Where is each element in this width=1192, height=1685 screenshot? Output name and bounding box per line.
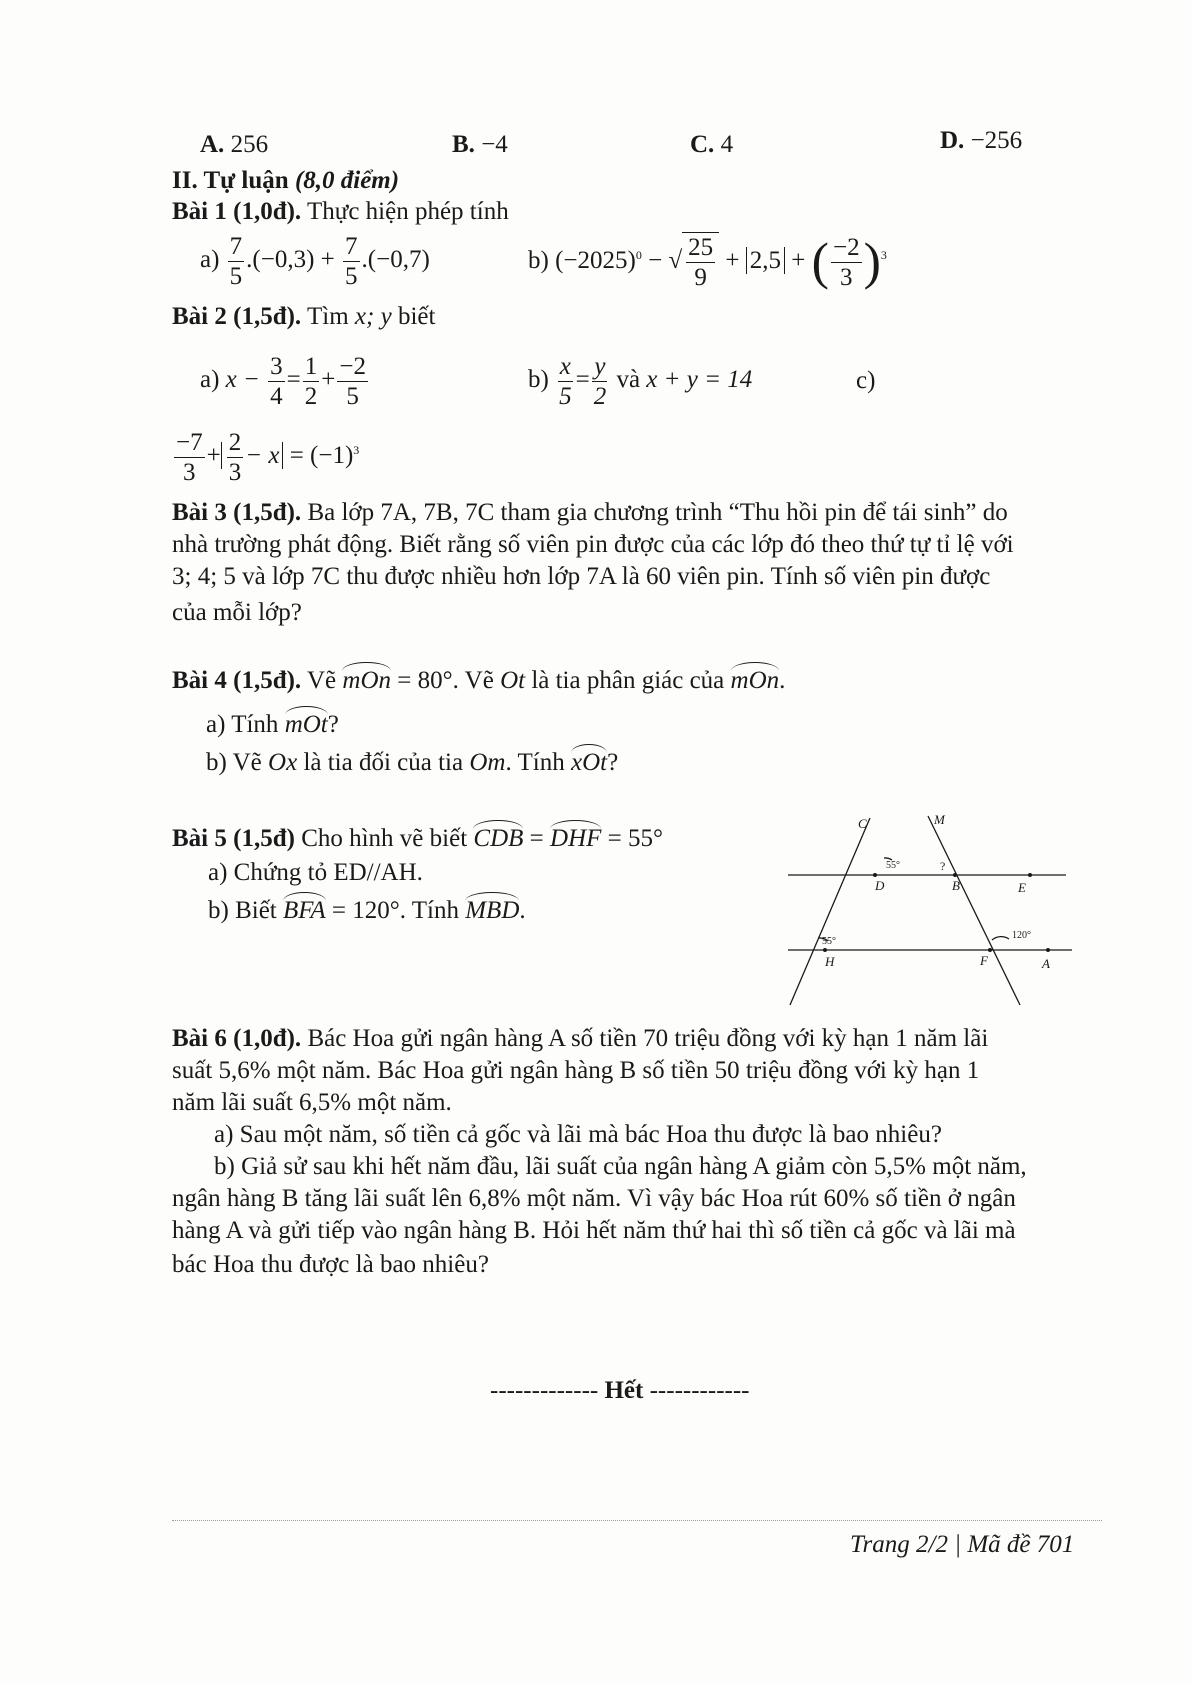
angle: MBD [465,897,520,924]
abs-value: $\frac{2}{3}$ − x [221,442,284,469]
bai2-part-c-label: c) [856,367,876,394]
bai3-line3: 3; 4; 5 và lớp 7C thu được nhiều hơn lớp 7A là 60 viên pin. Tính số viên pin được [172,563,991,590]
page-footer: Trang 2/2 | Mã đề 701 [850,1531,1075,1558]
bai3-line4: của mỗi lớp? [172,599,302,626]
bai1-a-term2: .(−0,7) [361,246,430,274]
bai2-part-c: $\frac{-7}{3}$ + $\frac{2}{3}$ − $x = (-1)^3$ [176,429,360,486]
label-h: H [825,954,835,969]
choice-d-label: D. [940,127,965,154]
bai2-part-b: b) $\frac{x}{5}$ = $\frac{y}{2}$ và x + y = 14 [528,353,753,410]
label-c: C [858,816,867,831]
bai1-part-b: b) $(-2025)^0$ − √ $\frac{25}{9}$ + 2,5 + ( $\frac{-2}{3}$ )$^3$ [528,233,887,291]
bai6-line8: bác Hoa thu được là bao nhiêu? [172,1251,489,1278]
point-h [823,948,827,952]
bai5-line1: Bài 5 (1,5đ) Cho hình vẽ biết CDB = DHF = 55° [172,825,664,852]
angle: CDB [473,825,524,852]
point-d [873,873,877,877]
point-a [1046,948,1050,952]
choice-a-value: 256 [230,131,269,158]
line-mb-f [928,816,1020,1005]
angle-arc-bfa [992,937,1009,940]
angle: mOn [342,667,392,694]
choice-b [452,130,508,160]
angle: DHF [550,825,602,852]
bai5-part-a: a) Chứng tỏ ED//AH. [208,859,423,886]
bai1-text: Thực hiện phép tính [307,198,509,225]
fraction: $\frac{y}{2}$ [593,353,607,410]
angle: mOt [284,711,328,738]
bai3-title: Bài 3 (1,5đ). [172,499,302,526]
bai1-a-label: a) [200,246,220,274]
end-marker: ------------- Hết ------------ [490,1377,750,1404]
angle: xOt [570,749,608,776]
bai1-b-label: b) [528,247,549,275]
footer-rule [172,1520,1102,1521]
section-points: (8,0 điểm) [294,167,400,194]
label-f: F [980,953,988,968]
label-a: A [1042,956,1050,971]
bai6-title: Bài 6 (1,0đ). [172,1025,302,1052]
point-b [953,873,957,877]
bai4-part-a: a) Tính mOt? [206,711,339,738]
label-b: B [952,878,960,893]
geometry-figure [780,810,1080,1010]
angle: mOn [730,667,780,694]
angle-label-dhf: 55° [822,936,836,947]
line-cd-h [790,818,870,1005]
label-m: M [934,812,945,827]
section-heading [172,166,399,196]
choice-c [690,130,733,160]
bai1-b-base: (−2025) [555,247,636,275]
angle: BFA [283,897,326,924]
fraction: $\frac{7}{5}$ [345,233,358,290]
sqrt-symbol: √ [668,247,683,275]
bai2-title: Bài 2 (1,5đ). [172,303,302,330]
sqrt-body [682,232,719,290]
angle-label-unknown: ? [940,859,946,873]
bai5-part-b: b) Biết BFA = 120°. Tính MBD. [208,897,526,924]
label-d: D [875,878,885,893]
bai2-heading: Bài 2 (1,5đ). Tìm x; y biết [172,303,436,330]
end-text: Hết [604,1377,644,1404]
fraction: $\frac{25}{9}$ [688,234,714,291]
bai6-line7: hàng A và gửi tiếp vào ngân hàng B. Hỏi hết năm thứ hai thì số tiền cả gốc và lãi mà [172,1217,1016,1244]
fraction: $\frac{-2}{5}$ [339,353,366,410]
bai4-title: Bài 4 (1,5đ). [172,667,302,694]
fraction: $\frac{-7}{3}$ [176,429,203,486]
bai6-line1: Bài 6 (1,0đ). Bác Hoa gửi ngân hàng A số tiền 70 triệu đồng với kỳ hạn 1 năm lãi [172,1025,989,1052]
fraction: $\frac{-2}{3}$ [832,234,860,291]
choice-c-label: C. [690,131,715,158]
abs-value: 2,5 [746,247,785,274]
bai5-title: Bài 5 (1,5đ) [172,825,295,852]
section-title: II. Tự luận [172,167,289,194]
fraction: $\frac{7}{5}$ [229,233,243,290]
bai6-line3: năm lãi suất 6,5% một năm. [172,1089,452,1116]
fraction: $\frac{2}{3}$ [228,429,242,486]
choice-d-value: −256 [970,127,1023,154]
fraction: $\frac{x}{5}$ [559,353,572,410]
bai1-a-term1: .(−0,3) + [246,246,335,274]
bai1-part-a [200,234,430,289]
label-e: E [1018,880,1026,895]
bai6-line2: suất 5,6% một năm. Bác Hoa gửi ngân hàng B số tiền 50 triệu đồng với kỳ hạn 1 [172,1057,980,1084]
angle-label-bfa: 120° [1012,930,1031,941]
point-e [1028,873,1032,877]
choice-b-label: B. [452,131,475,158]
angle-label-cdb: 55° [886,860,900,871]
choice-d [940,126,1022,156]
fraction: $\frac{1}{2}$ [304,353,318,410]
bai1-title: Bài 1 (1,0đ). [172,198,302,225]
bai1-heading [172,197,509,227]
bai3-line2: nhà trường phát động. Biết rằng số viên pin được của các lớp đó theo thứ tự tỉ lệ với [172,531,1014,558]
fraction: $\frac{3}{4}$ [270,353,283,410]
bai4-line1: Bài 4 (1,5đ). Vẽ mOn = 80°. Vẽ Ot là tia phân giác của mOn. [172,667,786,694]
bai6-line5: b) Giả sử sau khi hết năm đầu, lãi suất của ngân hàng A giảm còn 5,5% một năm, [214,1153,1027,1180]
bai3-line1: Bài 3 (1,5đ). Ba lớp 7A, 7B, 7C tham gia chương trình “Thu hồi pin để tái sinh” do [172,499,1008,526]
choice-c-value: 4 [720,131,734,158]
choice-a [200,130,268,160]
point-f [988,948,992,952]
bai2-part-a: a) x − $\frac{3}{4}$ = $\frac{1}{2}$ + $\frac{-2}{5}$ [200,353,366,410]
choice-a-label: A. [200,131,225,158]
bai6-line6: ngân hàng B tăng lãi suất lên 6,8% một năm. Vì vậy bác Hoa rút 60% số tiền ở ngân [172,1185,1016,1212]
choice-b-value: −4 [481,131,508,158]
bai4-part-b: b) Vẽ Ox là tia đối của tia Om. Tính xOt? [206,749,619,776]
bai6-line4: a) Sau một năm, số tiền cả gốc và lãi mà bác Hoa thu được là bao nhiêu? [214,1121,942,1148]
